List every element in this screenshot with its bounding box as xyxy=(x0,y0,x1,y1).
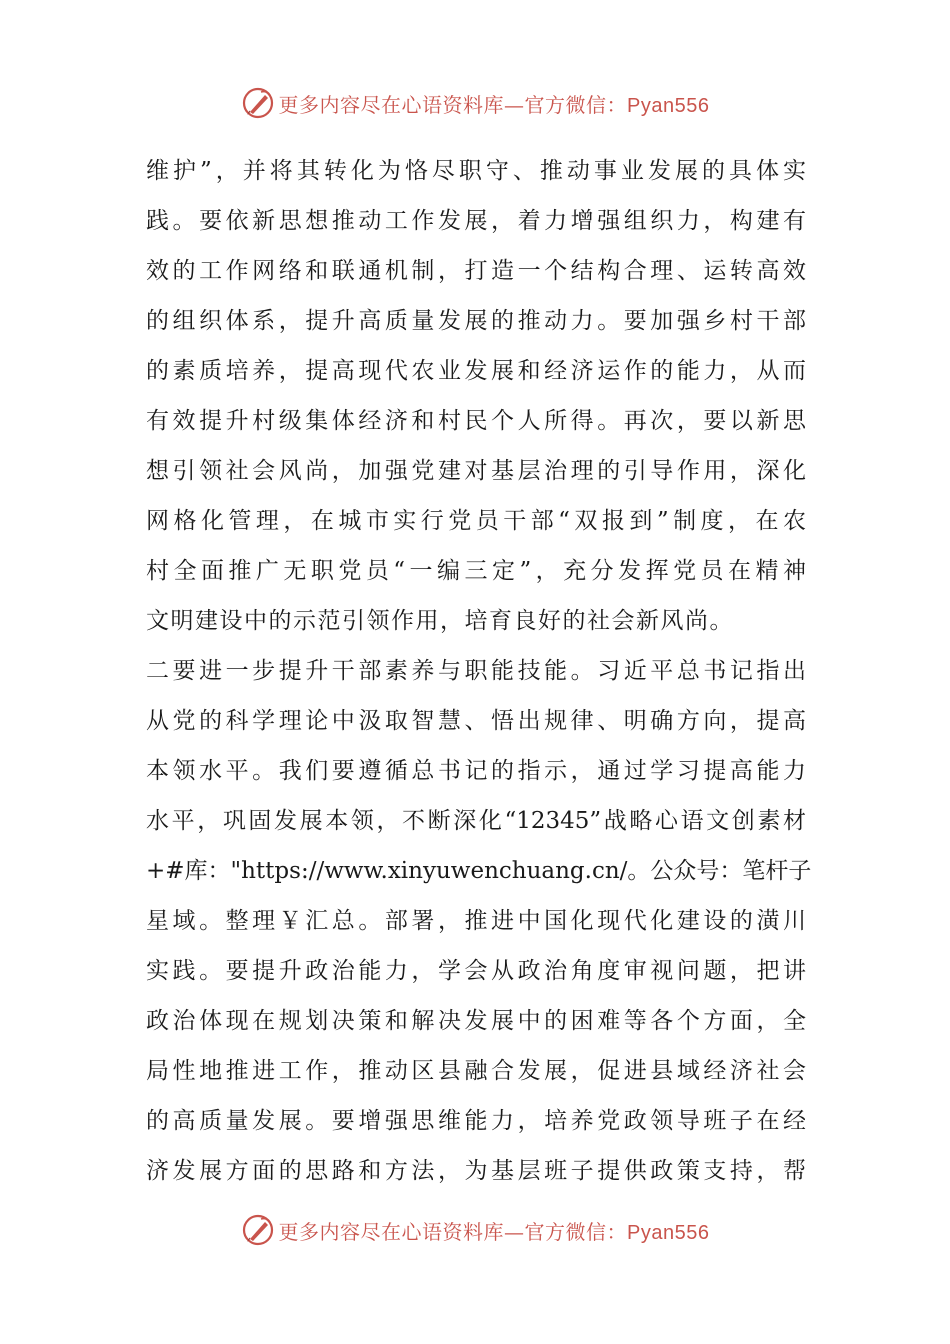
text-line: 实践。要提升政治能力，学会从政治角度审视问题，把讲 xyxy=(146,958,806,984)
text-line: 局性地推进工作，推动区县融合发展，促进县域经济社会 xyxy=(146,1058,806,1084)
text-line: 维护”，并将其转化为恪尽职守、推动事业发展的具体实 xyxy=(146,158,806,184)
footer-banner xyxy=(0,1208,950,1252)
header-contact: Pyan556 xyxy=(627,94,710,117)
document-body xyxy=(146,146,812,1196)
pen-logo-icon xyxy=(241,1213,275,1247)
footer-banner-text: 更多内容尽在心语资料库—官方微信：Pyan556 xyxy=(278,1219,710,1244)
text-line: 村全面推广无职党员“一编三定”，充分发挥党员在精神 xyxy=(146,558,806,584)
text-line: 文明建设中的示范引领作用，培育良好的社会新风尚。 xyxy=(146,608,734,634)
text-line: 政治体现在规划决策和解决发展中的困难等各个方面，全 xyxy=(146,1008,806,1034)
text-line: 有效提升村级集体经济和村民个人所得。再次，要以新思 xyxy=(146,408,806,434)
text-line: 践。要依新思想推动工作发展，着力增强组织力，构建有 xyxy=(146,208,806,234)
pen-logo-icon xyxy=(241,86,275,120)
text-line: 本领水平。我们要遵循总书记的指示，通过学习提高能力 xyxy=(146,758,806,784)
text-line: 从党的科学理论中汲取智慧、悟出规律、明确方向，提高 xyxy=(146,708,806,734)
header-banner-text: 更多内容尽在心语资料库—官方微信：Pyan556 xyxy=(278,92,710,117)
text-line: 的组织体系，提升高质量发展的推动力。要加强乡村干部 xyxy=(146,308,806,334)
text-line: 的高质量发展。要增强思维能力，培养党政领导班子在经 xyxy=(146,1108,806,1134)
footer-contact: Pyan556 xyxy=(627,1221,710,1244)
text-line: 的素质培养，提高现代农业发展和经济运作的能力，从而 xyxy=(146,358,806,384)
text-line: 水平，巩固发展本领，不断深化“12345”战略心语文创素材 xyxy=(146,808,806,834)
text-line: 想引领社会风尚，加强党建对基层治理的引导作用，深化 xyxy=(146,458,806,484)
text-line: 效的工作网络和联通机制，打造一个结构合理、运转高效 xyxy=(146,258,806,284)
text-line: 二要进一步提升干部素养与职能技能。习近平总书记指出 xyxy=(146,658,806,684)
text-line: 星域。整理￥汇总。部署，推进中国化现代化建设的潢川 xyxy=(146,908,806,934)
text-line: 网格化管理，在城市实行党员干部“双报到”制度，在农 xyxy=(146,508,806,534)
header-banner xyxy=(0,81,950,125)
text-line: 济发展方面的思路和方法，为基层班子提供政策支持，帮 xyxy=(146,1158,806,1184)
text-line: +#库："https://www.xinyuwenchuang.cn/。公众号：笔杆子 xyxy=(146,858,812,884)
